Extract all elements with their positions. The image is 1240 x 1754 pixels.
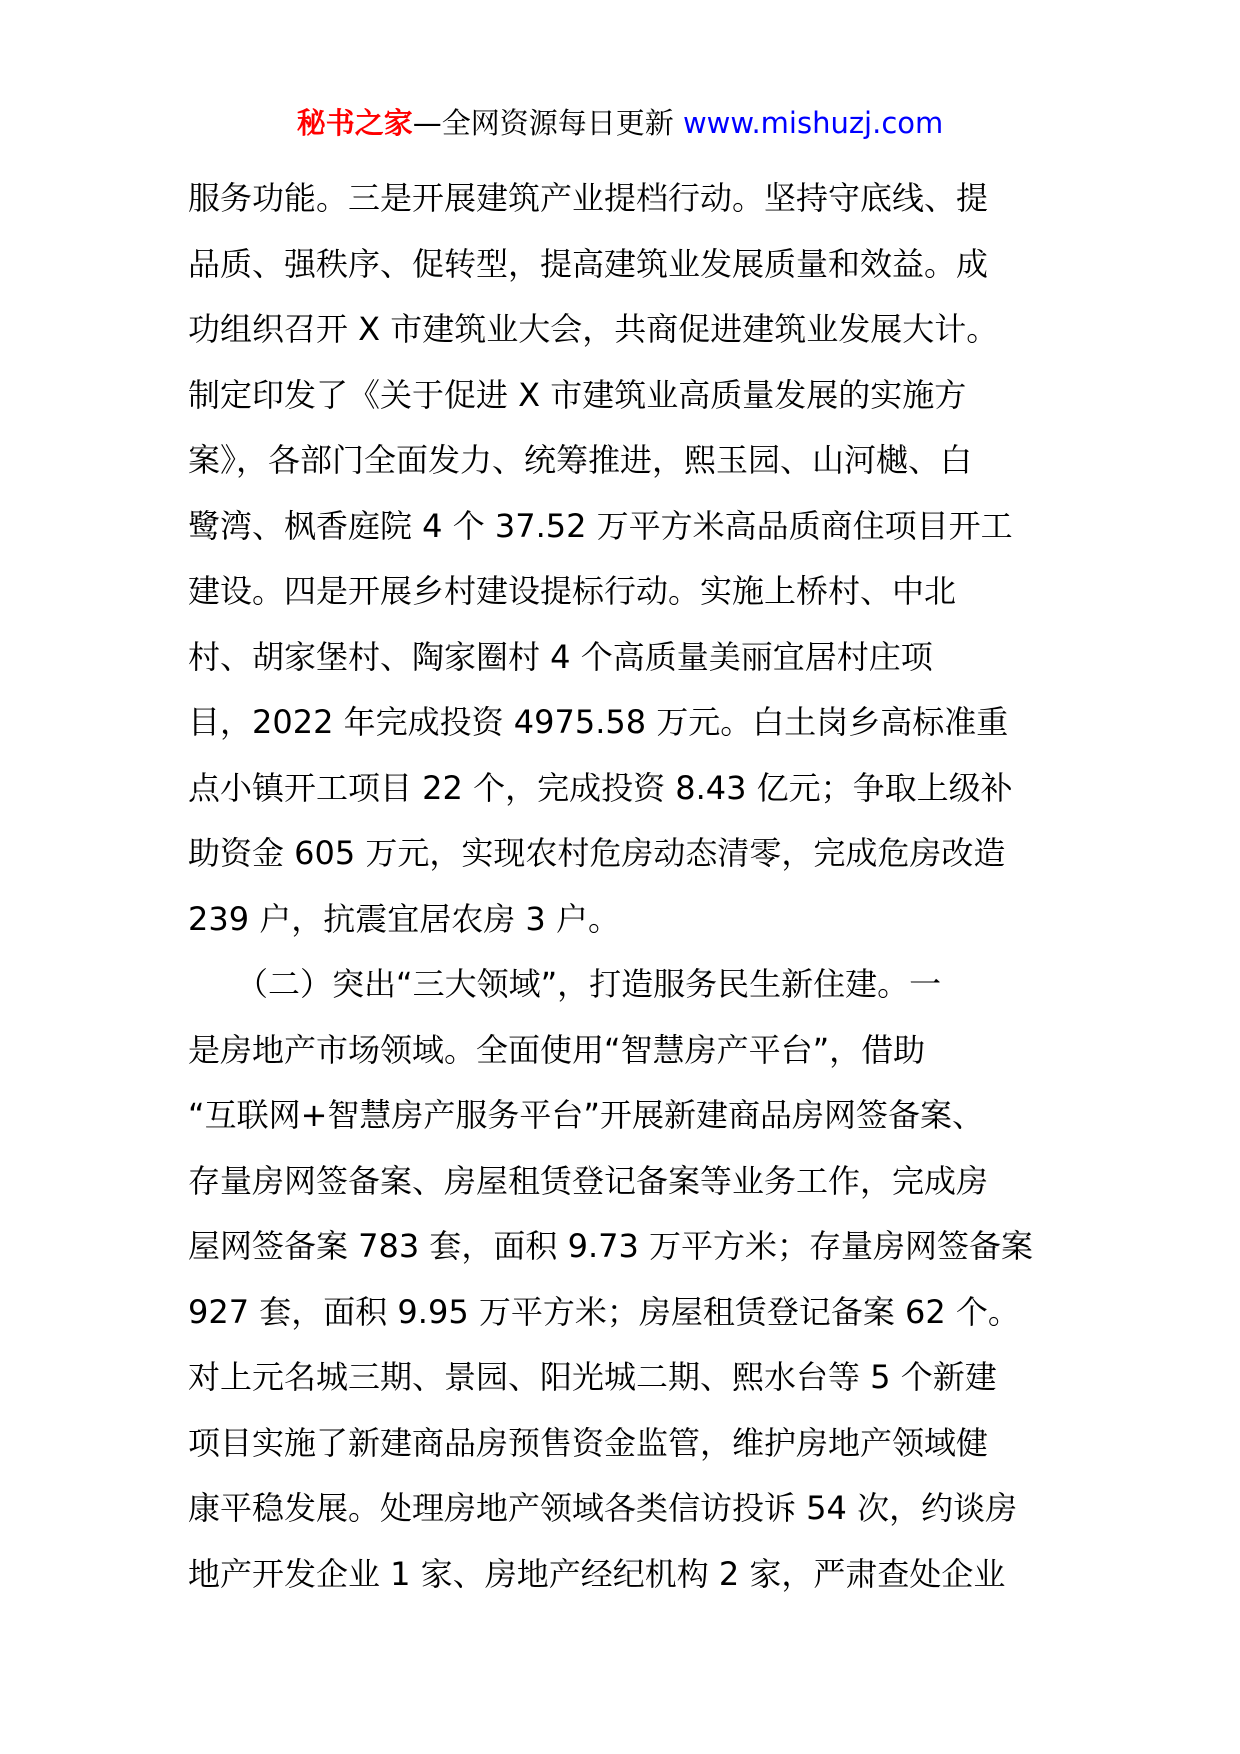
brand-name: 秘书之家 [296,106,413,140]
text-line: 927 套，面积 9.95 万平方米；房屋租赁登记备案 62 个。 [188,1292,1020,1331]
text-line: 屋网签备案 783 套，面积 9.73 万平方米；存量房网签备案 [188,1227,1034,1265]
text-line: 村、胡家堡村、陶家圈村 4 个高质量美丽宜居村庄项 [188,637,933,676]
section-heading-line: （二）突出“三大领域”，打造服务民生新住建。一 [188,965,942,1003]
text-line: 存量房网签备案、房屋租赁登记备案等业务工作，完成房 [188,1161,989,1200]
text-line: 点小镇开工项目 22 个，完成投资 8.43 亿元；争取上级补 [188,768,1013,807]
website-link[interactable]: www.mishuzj.com [682,106,944,140]
text-line: 品质、强秩序、促转型，提高建筑业发展质量和效益。成 [188,244,989,283]
text-line: 239 户，抗震宜居农房 3 户。 [188,899,620,938]
text-line: 建设。四是开展乡村建设提标行动。实施上桥村、中北 [188,572,957,610]
text-line: 服务功能。三是开展建筑产业提档行动。坚持守底线、提 [188,179,989,217]
text-line: 鹭湾、枫香庭院 4 个 37.52 万平方米高品质商住项目开工 [188,506,1013,545]
text-line: 功组织召开 X 市建筑业大会，共商促进建筑业发展大计。 [188,310,999,348]
text-line: 案》，各部门全面发力、统筹推进，熙玉园、山河樾、白 [188,441,973,479]
page-header [0,101,1240,145]
text-line: 助资金 605 万元，实现农村危房动态清零，完成危房改造 [188,834,1006,872]
text-line: 制定印发了《关于促进 X 市建筑业高质量发展的实施方 [188,375,967,414]
text-line: “互联网+智慧房产服务平台”开展新建商品房网签备案、 [188,1096,984,1134]
text-line: 是房地产市场领域。全面使用“智慧房产平台”，借助 [188,1030,926,1069]
body-text [188,166,1060,1607]
text-line: 目，2022 年完成投资 4975.58 万元。白土岗乡高标准重 [188,703,1009,741]
text-line: 对上元名城三期、景园、阳光城二期、熙水台等 5 个新建 [188,1358,997,1396]
header-tagline: —全网资源每日更新 [412,106,683,140]
text-line: 地产开发企业 1 家、房地产经纪机构 2 家，严肃查处企业 [188,1554,1006,1593]
text-line: 康平稳发展。处理房地产领域各类信访投诉 54 次，约谈房 [188,1489,1018,1527]
text-line: 项目实施了新建商品房预售资金监管，维护房地产领域健 [188,1423,989,1462]
